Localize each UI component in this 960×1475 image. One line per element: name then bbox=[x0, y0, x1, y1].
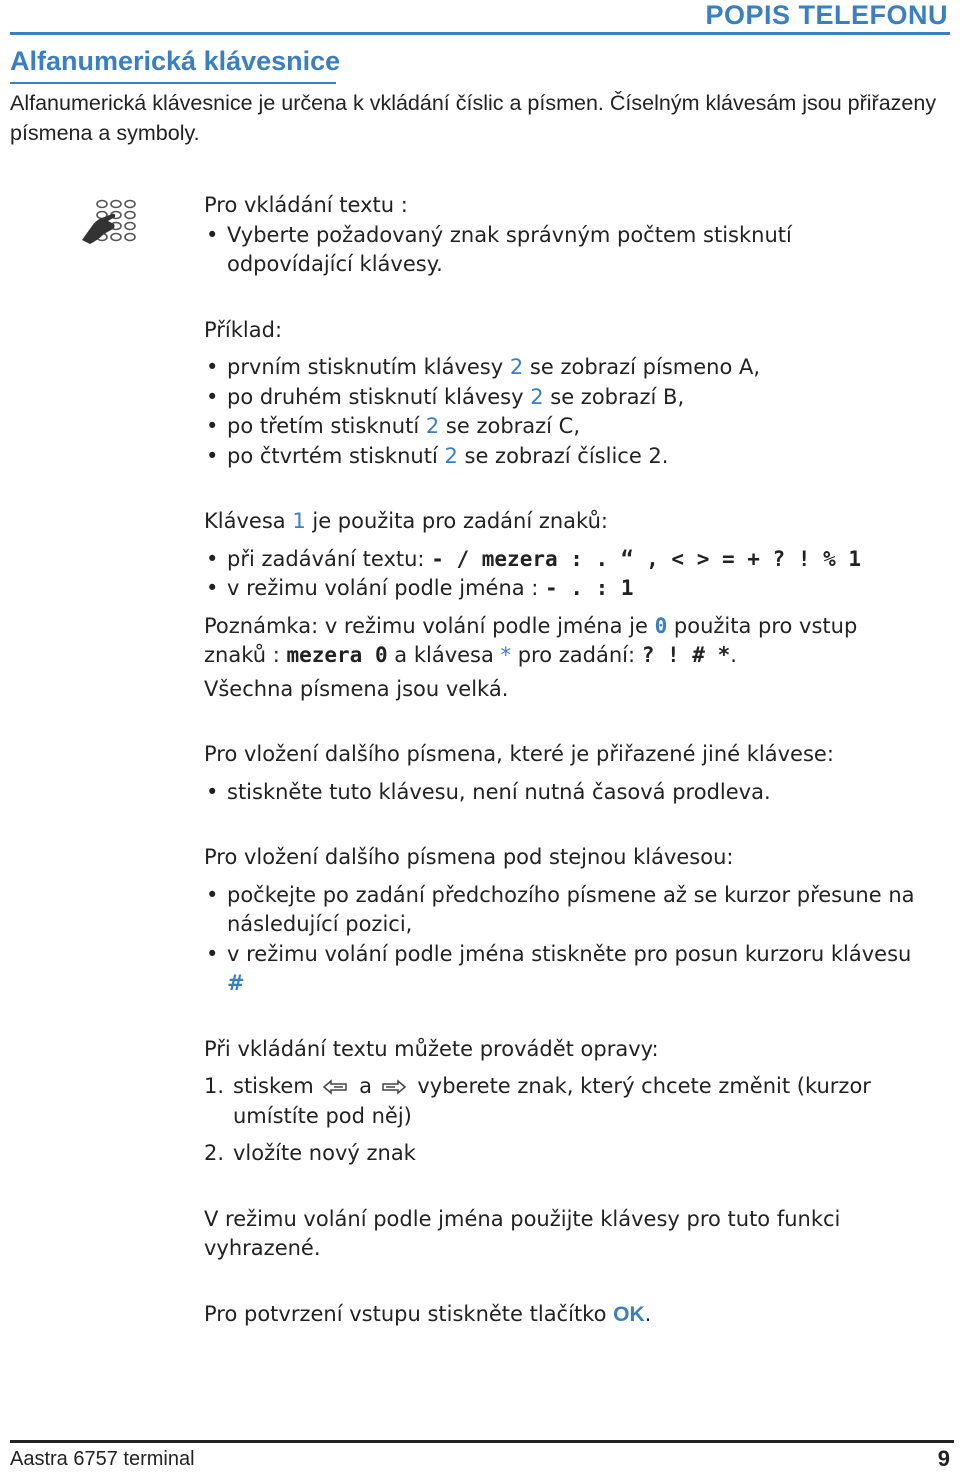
key-2: 2 bbox=[425, 414, 440, 438]
keypad-icon bbox=[78, 196, 138, 250]
text-mode-chars: - / mezera : . “ , < > = + ? ! % 1 bbox=[431, 546, 862, 571]
input-intro: Pro vkládání textu : bbox=[204, 193, 408, 217]
key-0: 0 bbox=[654, 613, 668, 638]
footer-product: Aastra 6757 terminal bbox=[10, 1448, 195, 1470]
key-hash: # bbox=[227, 971, 245, 995]
note: Poznámka: v režimu volání podle jména je 0 použita pro vstup znaků : mezera 0 a klávesa * pro zadání: ? ! # *. bbox=[204, 613, 858, 667]
fix-intro: Při vkládání textu můžete provádět opravy: bbox=[204, 1036, 659, 1061]
list-item: • po druhém stisknutí klávesy 2 se zobrazí B, bbox=[204, 383, 924, 413]
fix-step-1: 1. stiskem a vyberete znak, který chcete změnit (kurzor umístíte pod něj) bbox=[204, 1074, 871, 1128]
same-key-list bbox=[204, 881, 924, 999]
caps-note: Všechna písmena jsou velká. bbox=[204, 676, 509, 701]
list-item: • v režimu volání podle jména : - . : 1 bbox=[204, 574, 924, 604]
key1-list bbox=[204, 545, 924, 604]
key-2: 2 bbox=[444, 443, 458, 468]
example-label: Příklad: bbox=[204, 317, 283, 342]
list-item: • při zadávání textu: - / mezera : . “ , < > = + ? ! % 1 bbox=[204, 545, 924, 575]
other-key-list bbox=[204, 778, 924, 808]
list-item: • Vyberte požadovaný znak správným počtem stisknutí odpovídající klávesy. bbox=[204, 221, 924, 280]
header-divider bbox=[10, 32, 950, 35]
list-item: • stiskněte tuto klávesu, není nutná časová prodleva. bbox=[204, 778, 924, 808]
content-body bbox=[204, 191, 924, 1329]
example-list bbox=[204, 353, 924, 471]
list-item: • po třetím stisknutí 2 se zobrazí C, bbox=[204, 412, 924, 442]
page-header-title: POPIS TELEFONU bbox=[705, 0, 948, 30]
key-star: * bbox=[500, 643, 512, 667]
page-number: 9 bbox=[937, 1446, 950, 1471]
arrow-left-icon bbox=[322, 1078, 348, 1096]
fix-step-2: 2. vložíte nový znak bbox=[204, 1141, 416, 1165]
list-item: • počkejte po zadání předchozího písmene až se kurzor přesune na následující pozici, bbox=[204, 881, 924, 940]
section-intro: Alfanumerická klávesnice je určena k vkládání číslic a písmen. Číselným klávesám jsou přiřazeny písmena a symboly. bbox=[10, 91, 937, 145]
list-item: • v režimu volání podle jména stiskněte pro posun kurzoru klávesu # bbox=[204, 940, 924, 999]
key-2: 2 bbox=[509, 355, 524, 379]
key-1: 1 bbox=[292, 509, 306, 533]
list-item: • prvním stisknutím klávesy 2 se zobrazí písmeno A, bbox=[204, 353, 924, 383]
same-key-intro: Pro vložení dalšího písmena pod stejnou klávesou: bbox=[204, 845, 734, 869]
confirm-note: Pro potvrzení vstupu stiskněte tlačítko OK. bbox=[204, 1301, 652, 1326]
name-mode-note: V režimu volání podle jména použijte klávesy pro tuto funkci vyhrazené. bbox=[204, 1206, 841, 1260]
key1-intro: Klávesa 1 je použita pro zadání znaků: bbox=[204, 509, 608, 533]
section-title-underline bbox=[10, 82, 336, 84]
list-item: • po čtvrtém stisknutí 2 se zobrazí číslice 2. bbox=[204, 442, 924, 472]
ok-key: OK bbox=[613, 1302, 645, 1326]
section-title: Alfanumerická klávesnice bbox=[10, 46, 341, 76]
other-key-intro: Pro vložení dalšího písmena, které je přiřazené jiné klávese: bbox=[204, 742, 834, 766]
input-list bbox=[204, 221, 924, 280]
footer-divider bbox=[10, 1440, 954, 1443]
key-2: 2 bbox=[530, 384, 544, 409]
arrow-right-icon bbox=[381, 1078, 407, 1096]
name-mode-chars: - . : 1 bbox=[545, 576, 634, 600]
